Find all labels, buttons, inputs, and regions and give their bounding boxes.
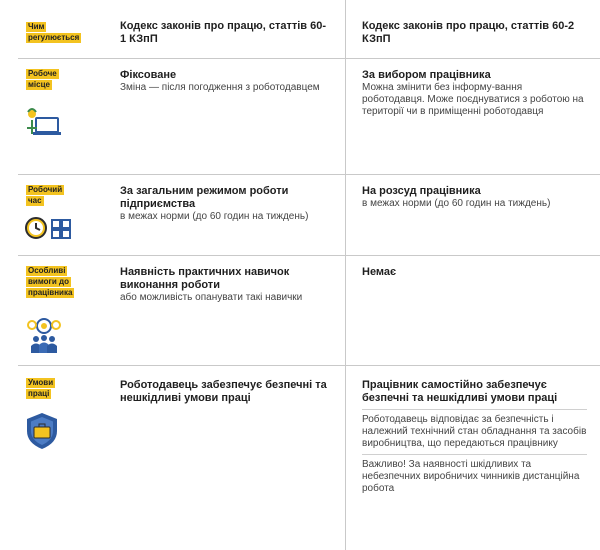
cell-title: Кодекс законів про працю, статтів 60-2 КЗпП bbox=[362, 20, 575, 45]
table-row bbox=[0, 175, 600, 255]
row-label-line: Особливі bbox=[28, 266, 66, 275]
cell-text: в межах норми (до 60 годин на тиждень) bbox=[120, 211, 309, 222]
column-2-cell bbox=[362, 185, 587, 210]
cell-note: Важливо! За наявності шкідливих та небезпечних виробничих чинників дистанційна робота bbox=[362, 459, 580, 494]
row-label-line: Умови bbox=[28, 378, 54, 387]
cell-title: Немає bbox=[362, 266, 397, 278]
row-label-line: Чим bbox=[28, 22, 45, 31]
cell-text: Роботодавець відповідає за безпечність і належний технічний стан обладнання та засобів виробництва, що передаються працівнику bbox=[362, 414, 587, 449]
table-row bbox=[0, 59, 600, 174]
column-1-cell bbox=[120, 20, 332, 46]
column-1-cell bbox=[120, 69, 332, 94]
cell-title: На розсуд працівника bbox=[362, 185, 481, 197]
cell-title: Роботодавець забезпечує безпечні та нешкідливі умови праці bbox=[120, 379, 327, 404]
column-2-cell bbox=[362, 379, 587, 495]
table-row bbox=[0, 256, 600, 365]
column-1-cell bbox=[120, 266, 332, 304]
row-label-line: місце bbox=[28, 80, 50, 89]
column-2-cell bbox=[362, 266, 587, 279]
cell-text: в межах норми (до 60 годин на тиждень) bbox=[362, 198, 551, 209]
column-2-cell bbox=[362, 69, 587, 118]
cell-separator bbox=[362, 409, 587, 410]
table-row bbox=[0, 366, 600, 550]
row-label bbox=[26, 185, 64, 207]
people-gear-icon bbox=[24, 316, 64, 354]
row-label bbox=[26, 266, 74, 299]
cell-title: За вибором працівника bbox=[362, 69, 491, 81]
row-label-line: Робоче bbox=[28, 69, 57, 78]
cell-title: Наявність практичних навичок виконання роботи bbox=[120, 266, 290, 291]
column-1-cell bbox=[120, 379, 332, 405]
row-label-line: регулюється bbox=[28, 33, 80, 42]
column-2-cell bbox=[362, 20, 587, 46]
row-label-line: час bbox=[28, 196, 42, 205]
cell-title: Працівник самостійно забезпечує безпечні та нешкідливі умови праці bbox=[362, 379, 558, 404]
row-label-line: Робочий bbox=[28, 185, 63, 194]
cell-text: або можливість опанувати такі навички bbox=[120, 292, 303, 303]
cell-separator bbox=[362, 454, 587, 455]
cell-text: Можна змінити без інформу-вання роботодавця. Може поєднуватися з роботою на території чи в приміщенні роботодавця bbox=[362, 82, 584, 117]
cell-text: Зміна — після погодження з роботодавцем bbox=[120, 82, 320, 93]
table-row bbox=[0, 0, 600, 60]
row-label-line: працівника bbox=[28, 288, 73, 297]
cell-title: За загальним режимом роботи підприємства bbox=[120, 185, 289, 210]
row-label-line: вимоги до bbox=[28, 277, 69, 286]
cell-title: Фіксоване bbox=[120, 69, 177, 81]
row-label bbox=[26, 22, 81, 44]
cell-title: Кодекс законів про працю, статтів 60-1 КЗпП bbox=[120, 20, 327, 45]
shield-briefcase-icon bbox=[24, 411, 60, 451]
row-label-line: праці bbox=[28, 389, 50, 398]
clock-calendar-icon bbox=[24, 215, 74, 241]
column-1-cell bbox=[120, 185, 332, 223]
row-label bbox=[26, 69, 59, 91]
workplace-icon bbox=[24, 104, 64, 140]
row-label bbox=[26, 378, 55, 400]
